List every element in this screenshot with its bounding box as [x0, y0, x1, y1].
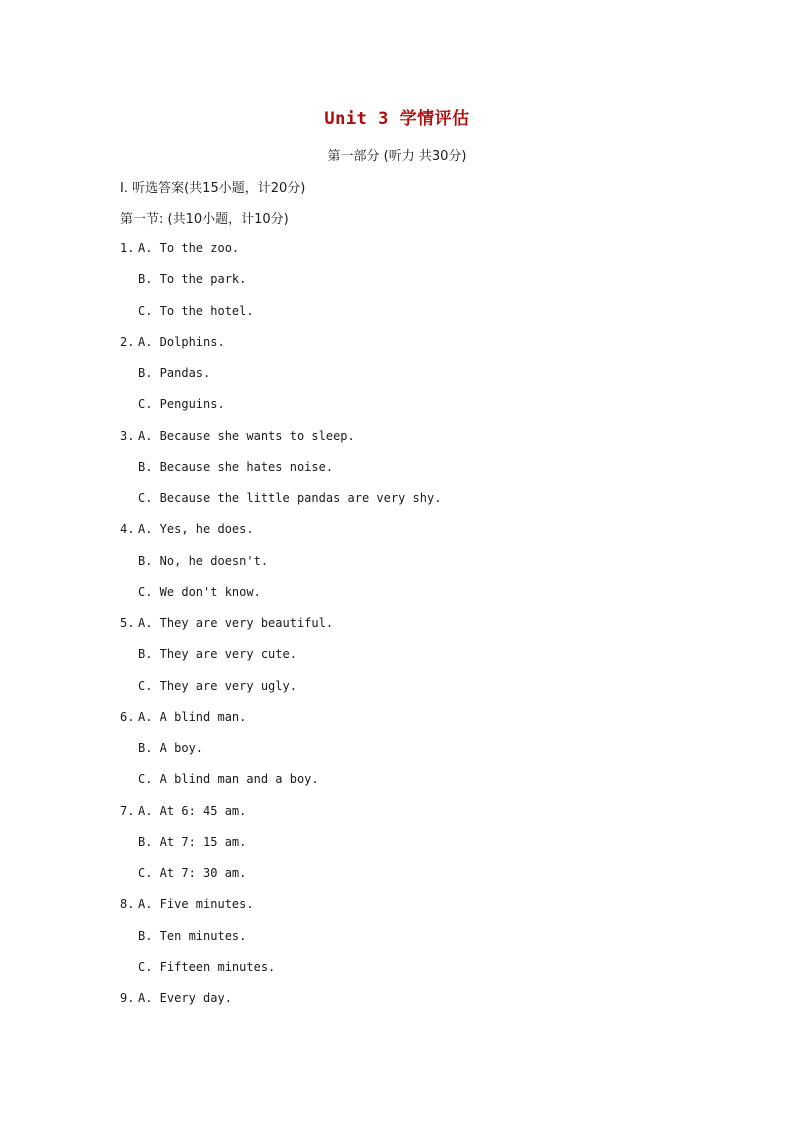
question-option [120, 303, 441, 334]
option-text: A. They are very beautiful. [138, 616, 334, 630]
option-text: A. A blind man. [138, 709, 247, 724]
option-text: A. Because she wants to sleep. [138, 428, 355, 443]
question-option [120, 709, 441, 740]
question-option [120, 646, 441, 677]
question-number: 8. [120, 897, 135, 912]
option-text: B. A boy. [138, 741, 204, 755]
option-text: A. Every day. [138, 991, 232, 1005]
question-option [120, 521, 441, 552]
option-text: B. Ten minutes. [138, 928, 247, 943]
question-option [120, 584, 441, 615]
question-option [120, 740, 441, 771]
question-number: 6. [120, 709, 135, 724]
option-text: C. They are very ugly. [138, 678, 297, 693]
question-option [120, 334, 441, 365]
question-option [120, 834, 441, 865]
question-number: 5. [120, 616, 135, 630]
question-number: 3. [120, 428, 135, 443]
option-text: B. No, he doesn't. [138, 553, 269, 568]
option-text: B. At 7: 15 am. [138, 834, 247, 849]
question-option [120, 459, 441, 490]
option-text: B. Pandas. [138, 366, 211, 380]
option-text: C. Because the little pandas are very shy. [138, 491, 442, 505]
question-option [120, 240, 441, 271]
question-number: 1. [120, 241, 135, 255]
question-option [120, 678, 441, 709]
option-text: A. Yes, he does. [138, 522, 254, 537]
section-heading: Ⅰ. 听选答案(共15小题，计20分) [120, 181, 306, 196]
option-text: A. Dolphins. [138, 334, 225, 349]
option-text: A. Five minutes. [138, 897, 254, 912]
question-option [120, 615, 441, 646]
question-number: 9. [120, 991, 135, 1005]
question-option [120, 771, 441, 802]
question-option [120, 428, 441, 459]
question-number: 7. [120, 803, 135, 818]
option-text: C. At 7: 30 am. [138, 866, 247, 880]
option-text: B. Because she hates noise. [138, 459, 334, 474]
question-number: 2. [120, 334, 135, 349]
question-option [120, 865, 441, 896]
question-option [120, 553, 441, 584]
option-text: B. They are very cute. [138, 647, 297, 662]
option-text: C. Penguins. [138, 397, 225, 412]
option-text: C. Fifteen minutes. [138, 959, 276, 974]
question-option [120, 396, 441, 427]
question-option [120, 896, 441, 927]
question-option [120, 490, 441, 521]
option-text: A. To the zoo. [138, 241, 240, 255]
question-number: 4. [120, 522, 135, 537]
option-text: C. We don't know. [138, 584, 261, 599]
subsection-heading: 第一节: (共10小题，计10分) [120, 212, 289, 227]
question-option [120, 803, 441, 834]
part-subtitle: 第一部分 (听力 共30分) [327, 149, 467, 164]
page-title: Unit 3 学情评估 [324, 109, 470, 129]
option-text: C. To the hotel. [138, 303, 254, 318]
question-option [120, 271, 441, 302]
question-option [120, 990, 441, 1021]
question-option [120, 959, 441, 990]
question-option [120, 365, 441, 396]
option-text: C. A blind man and a boy. [138, 772, 319, 787]
question-option [120, 928, 441, 959]
question-list [120, 240, 441, 1021]
option-text: B. To the park. [138, 272, 247, 287]
option-text: A. At 6: 45 am. [138, 803, 247, 818]
